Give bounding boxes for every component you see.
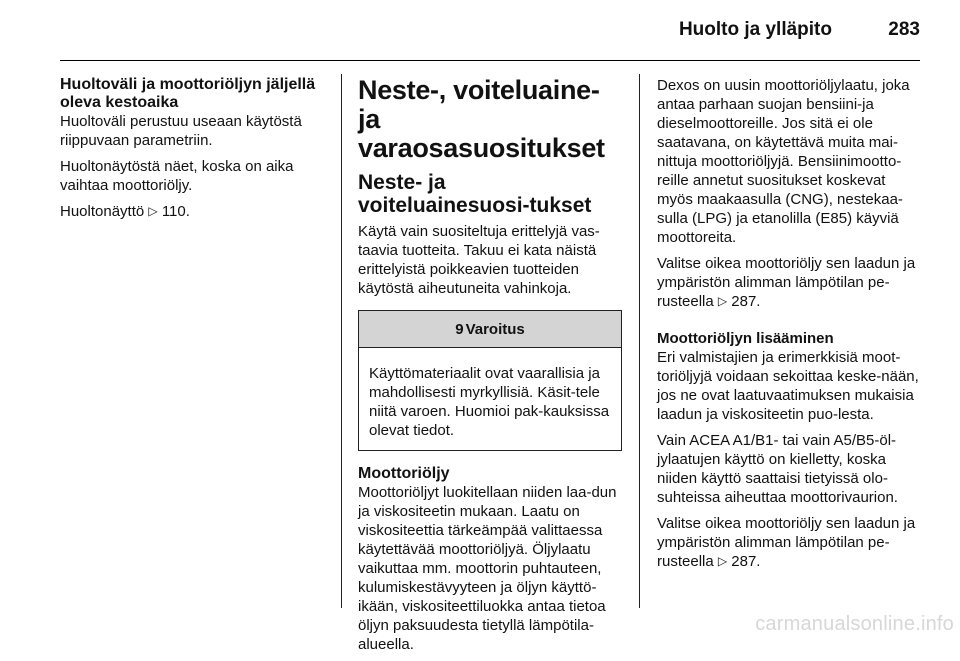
column-right bbox=[657, 76, 922, 579]
column-left bbox=[60, 76, 330, 229]
page-header bbox=[60, 0, 920, 61]
paragraph: Käytä vain suositeltuja erittelyjä vas-taavia tuotteita. Takuu ei kata näistä erittelyistä poikkeavien tuotteiden käytöstä aiheutuneita vahinkoja. bbox=[358, 223, 600, 297]
paragraph-text: Valitse oikea moottoriöljy sen laadun ja ympäristön alimman lämpötilan pe-rusteella bbox=[657, 515, 916, 570]
paragraph-text: Valitse oikea moottoriöljy sen laadun ja ympäristön alimman lämpötilan pe-rusteella bbox=[657, 255, 916, 310]
warning-title: Varoitus bbox=[465, 320, 525, 338]
paragraph: Eri valmistajien ja erimerkkisiä moot-toriöljyjä voidaan sekoittaa keske-nään, jos ne ovat laatuvaatimuksen mukaisia laadun ja viskositeetin puo-lesta. bbox=[657, 349, 919, 423]
section-subtitle: Neste- ja voiteluainesuosi-tukset bbox=[358, 171, 592, 217]
paragraph-with-reference bbox=[60, 202, 330, 222]
warning-icon: 9 bbox=[455, 320, 464, 338]
column-middle bbox=[358, 76, 622, 661]
paragraph-text: Huoltonäytöstä näet, koska on aika vaihtaa moottoriöljy. bbox=[60, 158, 294, 194]
paragraph-with-reference bbox=[657, 514, 922, 572]
adding-oil-heading: Moottoriöljyn lisääminen bbox=[657, 330, 834, 347]
paragraph: Vain ACEA A1/B1- tai vain A5/B5-öl-jylaatujen käyttö on kielletty, koska niiden käyttö saattaisi tietyissä olo-suhteissa aiheuttaa moottorivaurion. bbox=[657, 432, 898, 506]
warning-box bbox=[358, 310, 622, 451]
warning-text: Käyttömateriaalit ovat vaarallisia ja mahdollisesti myrkyllisiä. Käsit-tele niitä varoen. Huomioi pak-kauksissa olevat tiedot. bbox=[369, 365, 610, 439]
page-reference-arrow-icon: ▷ bbox=[717, 554, 728, 568]
page-reference-arrow-icon: ▷ bbox=[717, 294, 728, 308]
section-title: Huolto ja ylläpito bbox=[678, 19, 832, 40]
warning-header bbox=[359, 311, 621, 348]
column-divider-left bbox=[341, 74, 342, 608]
paragraph bbox=[60, 157, 330, 195]
chapter-title: Neste-, voiteluaine- ja varaosasuositukset bbox=[358, 75, 605, 163]
column-divider-right bbox=[639, 74, 640, 608]
page-number: 283 bbox=[888, 19, 920, 40]
paragraph: Moottoriöljyt luokitellaan niiden laa-dun ja viskositeetin mukaan. Laatu on viskositeettia tärkeämpää valittaessa käytettävää moottoriöljyä. Öljylaatu vaikuttaa mm. moottorin puhtauteen, kulumiskestävyyteen ja öljyn käyttö-ikään, viskositeettiluokka antaa tietoa öljyn paksuudesta tietyllä lämpötila-alueella. bbox=[358, 484, 617, 653]
paragraph: Huoltoväli perustuu useaan käytöstä riippuvaan parametriin. bbox=[60, 113, 302, 149]
page-reference: 287. bbox=[731, 553, 761, 570]
paragraph-with-reference bbox=[657, 254, 922, 312]
page-reference-arrow-icon: ▷ bbox=[148, 204, 158, 218]
paragraph: Dexos on uusin moottoriöljylaatu, joka antaa parhaan suojan bensiini-ja dieselmoottoreille. Jos sitä ei ole saatavana, on käytettävä muita mai-nittuja moottoriöljyjä. Bensiinimootto-reille annetut suositukset koskevat myös maakaasulla (CNG), nestekaa-sulla (LPG) ja etanolilla (E85) käyviä moottoreita. bbox=[657, 77, 910, 246]
reference-label: Huoltonäyttö bbox=[60, 203, 145, 220]
page-reference: 287. bbox=[731, 293, 761, 310]
page-reference: 110. bbox=[161, 203, 190, 220]
engine-oil-heading: Moottoriöljy bbox=[358, 465, 450, 482]
service-interval-heading: Huoltoväli ja moottoriöljyn jäljellä oleva kestoaika bbox=[60, 76, 316, 111]
watermark: carmanualsonline.info bbox=[755, 613, 954, 635]
